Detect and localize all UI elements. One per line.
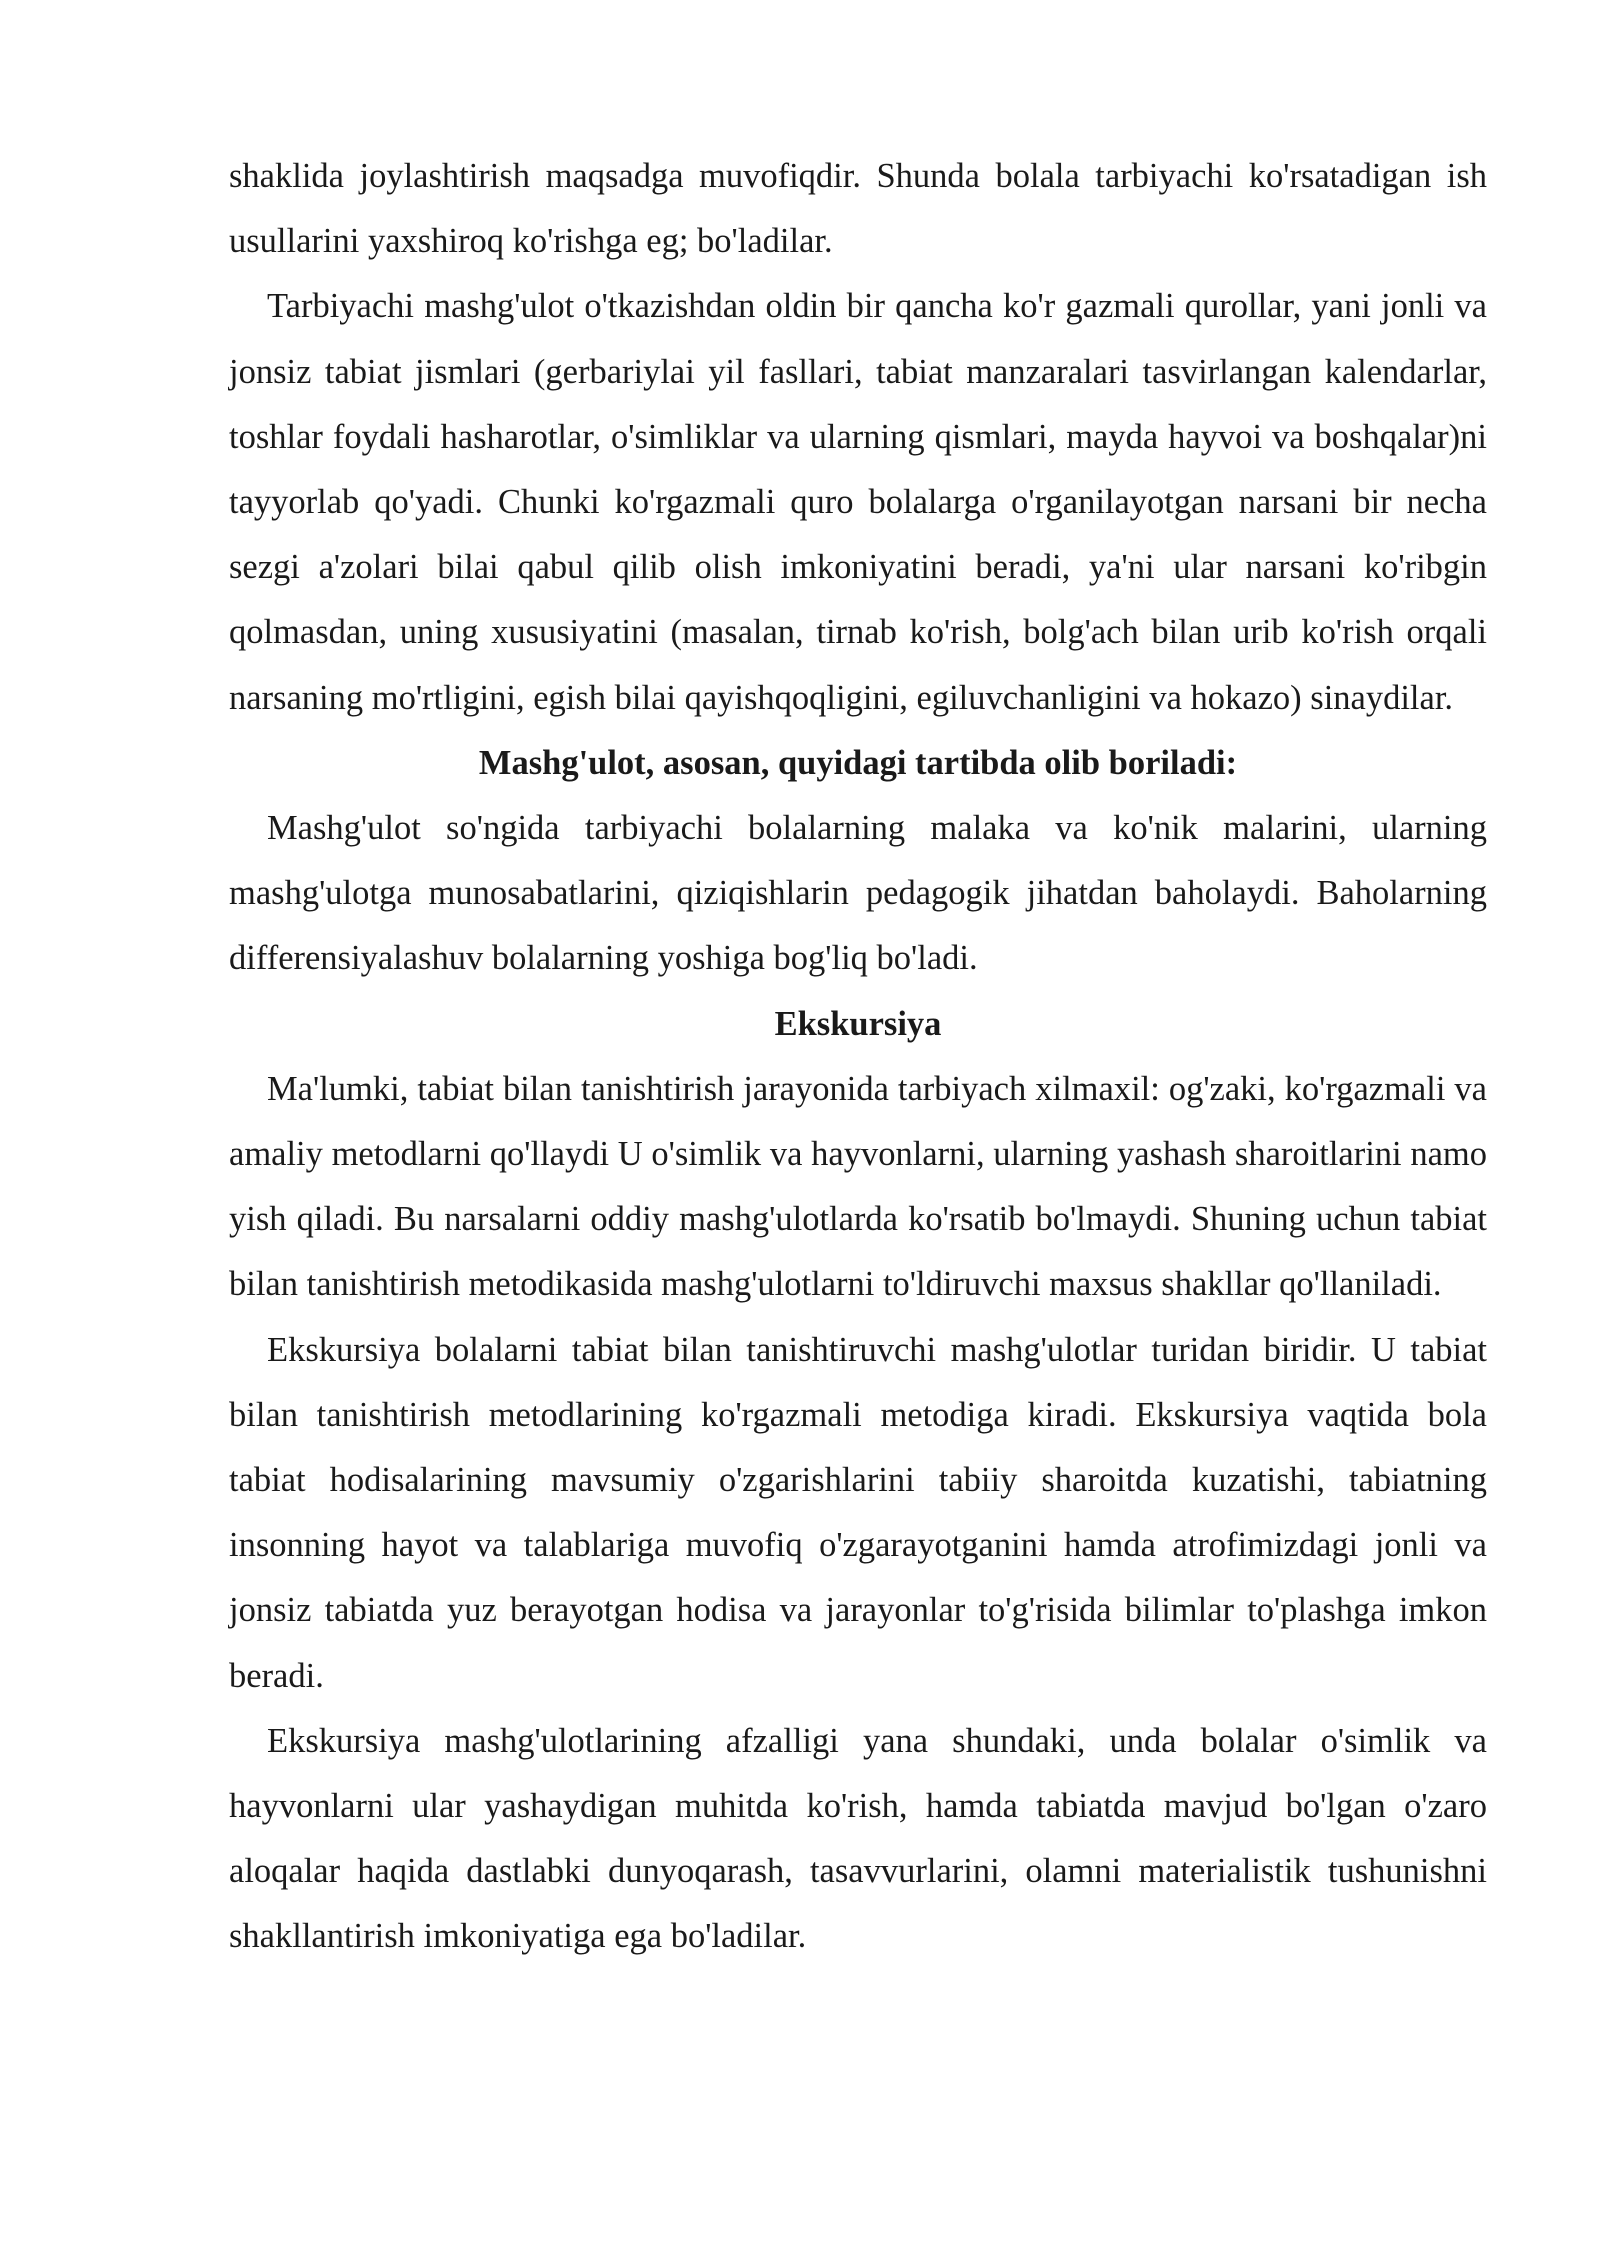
paragraph: Tarbiyachi mashg'ulot o'tkazishdan oldin bir qancha ko'r gazmali qurollar, yani jonli va jonsiz tabiat jismlari (gerbariylai yil fasllari, tabiat manzaralari tasvirlangan kalendarlar, toshlar foydali hasharotlar, o'simliklar va ularning qismlari, mayda hayvoi va boshqalar)ni tayyorlab qo'yadi. Chunki ko'rgazmali quro bolalarga o'rganilayotgan narsani bir necha sezgi a'zolari bilai qabul qilib olish imkoniyatini beradi, ya'ni ular narsani ko'ribgin qolmasdan, uning xususiyatini (masalan, tirnab ko'rish, bolg'ach bilan urib ko'rish orqali narsaning mo'rtligini, egish bilai qayishqoqligini, egiluvchanligini va hokazo) sinaydilar. <box>229 287 1487 717</box>
paragraph: Ekskursiya bolalarni tabiat bilan tanishtiruvchi mashg'ulotlar turidan biridir. U tabiat bilan tanishtirish metodlarining ko'rgazmali metodiga kiradi. Ekskursiya vaqtida bola tabiat hodisalarining mavsumiy o'zgarishlarini tabiiy sharoitda kuzatishi, tabiatning insonning hayot va talablariga muvofiq o'zgarayotganini hamda atrofimizdagi jonli va jonsiz tabiatda yuz berayotgan hodisa va jarayonlar to'g'risida bilimlar to'plashga imkon beradi. <box>229 1330 1487 1695</box>
document-body <box>229 144 1487 1970</box>
section-heading: Mashg'ulot, asosan, quyidagi tartibda olib boriladi: <box>478 743 1238 782</box>
paragraph: Mashg'ulot so'ngida tarbiyachi bolalarning malaka va ko'nik malarini, ularning mashg'ulotga munosabatlarini, qiziqishlarin pedagogik jihatdan baholaydi. Baholarning differensiyalashuv bolalarning yoshiga bog'liq bo'ladi. <box>229 809 1487 978</box>
section-heading: Ekskursiya <box>774 1004 942 1043</box>
paragraph: Ekskursiya mashg'ulotlarining afzalligi yana shundaki, unda bolalar o'simlik va hayvonlarni ular yashaydigan muhitda ko'rish, hamda tabiatda mavjud bo'lgan o'zaro aloqalar haqida dastlabki dunyoqarash, tasavvurlarini, olamni materialistik tushunishni shakllantirish imkoniyatiga ega bo'ladilar. <box>229 1721 1487 1956</box>
paragraph: Ma'lumki, tabiat bilan tanishtirish jarayonida tarbiyach xilmaxil: og'zaki, ko'rgazmali va amaliy metodlarni qo'llaydi U o'simlik va hayvonlarni, ularning yashash sharoitlarini namo yish qiladi. Bu narsalarni oddiy mashg'ulotlarda ko'rsatib bo'lmaydi. Shuning uchun tabiat bilan tanishtirish metodikasida mashg'ulotlarni to'ldiruvchi maxsus shakllar qo'llaniladi. <box>229 1069 1487 1304</box>
paragraph: shaklida joylashtirish maqsadga muvofiqdir. Shunda bolala tarbiyachi ko'rsatadigan ish usullarini yaxshiroq ko'rishga eg; bo'ladilar. <box>229 157 1487 261</box>
